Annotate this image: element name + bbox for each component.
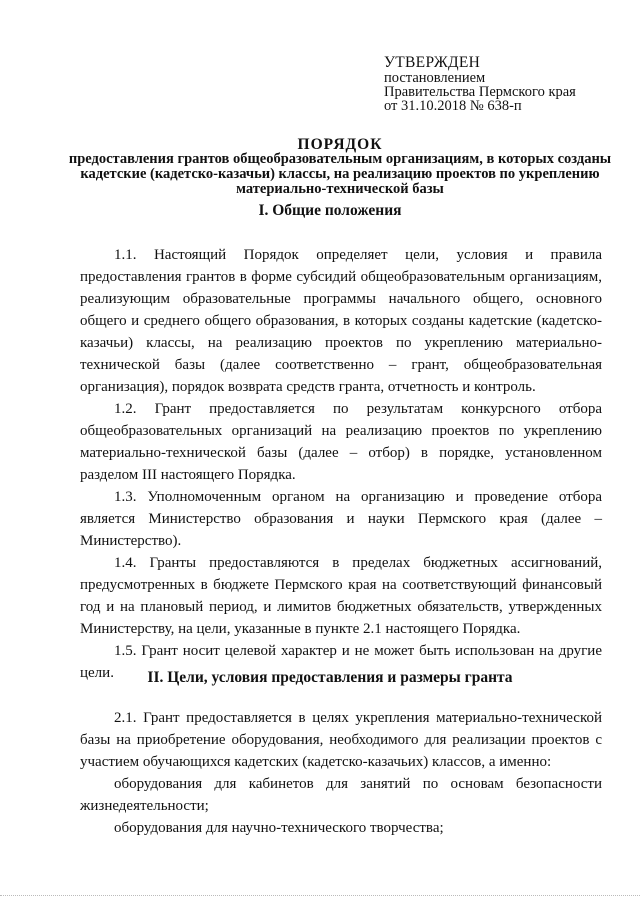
approval-line: от 31.10.2018 № 638-п	[384, 98, 522, 114]
paragraph: оборудования для научно-технического творчества;	[114, 820, 444, 836]
section-body-general	[80, 244, 602, 684]
paragraph: 1.2. Грант предоставляется по результатам конкурсного отбора общеобразовательных организаций на реализацию проектов по укреплению материально-технической базы (далее – отбор) в порядке, установленном разделом III настоящего Порядка.	[80, 401, 602, 483]
paragraph: 2.1. Грант предоставляется в целях укрепления материально-технической базы на приобретение оборудования, необходимого для реализации проектов с участием обучающихся кадетских (кадетско-казачьих) классов, а именно:	[80, 710, 602, 770]
approval-line: Правительства Пермского края	[384, 84, 576, 100]
section-body-goals	[80, 707, 602, 839]
paragraph: 1.5. Грант носит целевой характер и не может быть использован на другие цели.	[80, 643, 602, 681]
approval-line: постановлением	[384, 70, 486, 86]
paragraph: оборудования для кабинетов для занятий по основам безопасности жизнедеятельности;	[80, 776, 602, 814]
approval-heading: УТВЕРЖДЕН	[384, 54, 481, 71]
paragraph: 1.1. Настоящий Порядок определяет цели, условия и правила предоставления грантов в форме субсидий общеобразовательным организациям, реализующим образовательные программы начального общего, основного общего и среднего общего образования, в которых созданы кадетские (кадетско-казачьи) классы, на реализацию проектов по укреплению материально-технической базы (далее соответственно – грант, общеобразовательная организация), порядок возврата средств гранта, отчетность и контроль.	[80, 247, 602, 395]
scan-edge-divider	[0, 895, 640, 899]
approval-stamp	[384, 54, 624, 113]
paragraph: 1.3. Уполномоченным органом на организацию и проведение отбора является Министерство образования и науки Пермского края (далее – Министерство).	[80, 489, 602, 549]
section-heading-general: I. Общие положения	[258, 202, 402, 219]
document-title: ПОРЯДОК	[297, 136, 383, 153]
paragraph: 1.4. Гранты предоставляются в пределах бюджетных ассигнований, предусмотренных в бюджете Пермского края на соответствующий финансовый год и на плановый период, и лимитов бюджетных обязательств, утвержденных Министерству, на цели, указанные в пункте 2.1 настоящего Порядка.	[80, 555, 602, 637]
document-subtitle: предоставления грантов общеобразовательным организациям, в которых созданы кадетские (кадетско-казачьи) классы, на реализацию проектов по укреплению материально-технической базы	[68, 151, 612, 197]
section-heading-goals: II. Цели, условия предоставления и размеры гранта	[147, 669, 513, 686]
